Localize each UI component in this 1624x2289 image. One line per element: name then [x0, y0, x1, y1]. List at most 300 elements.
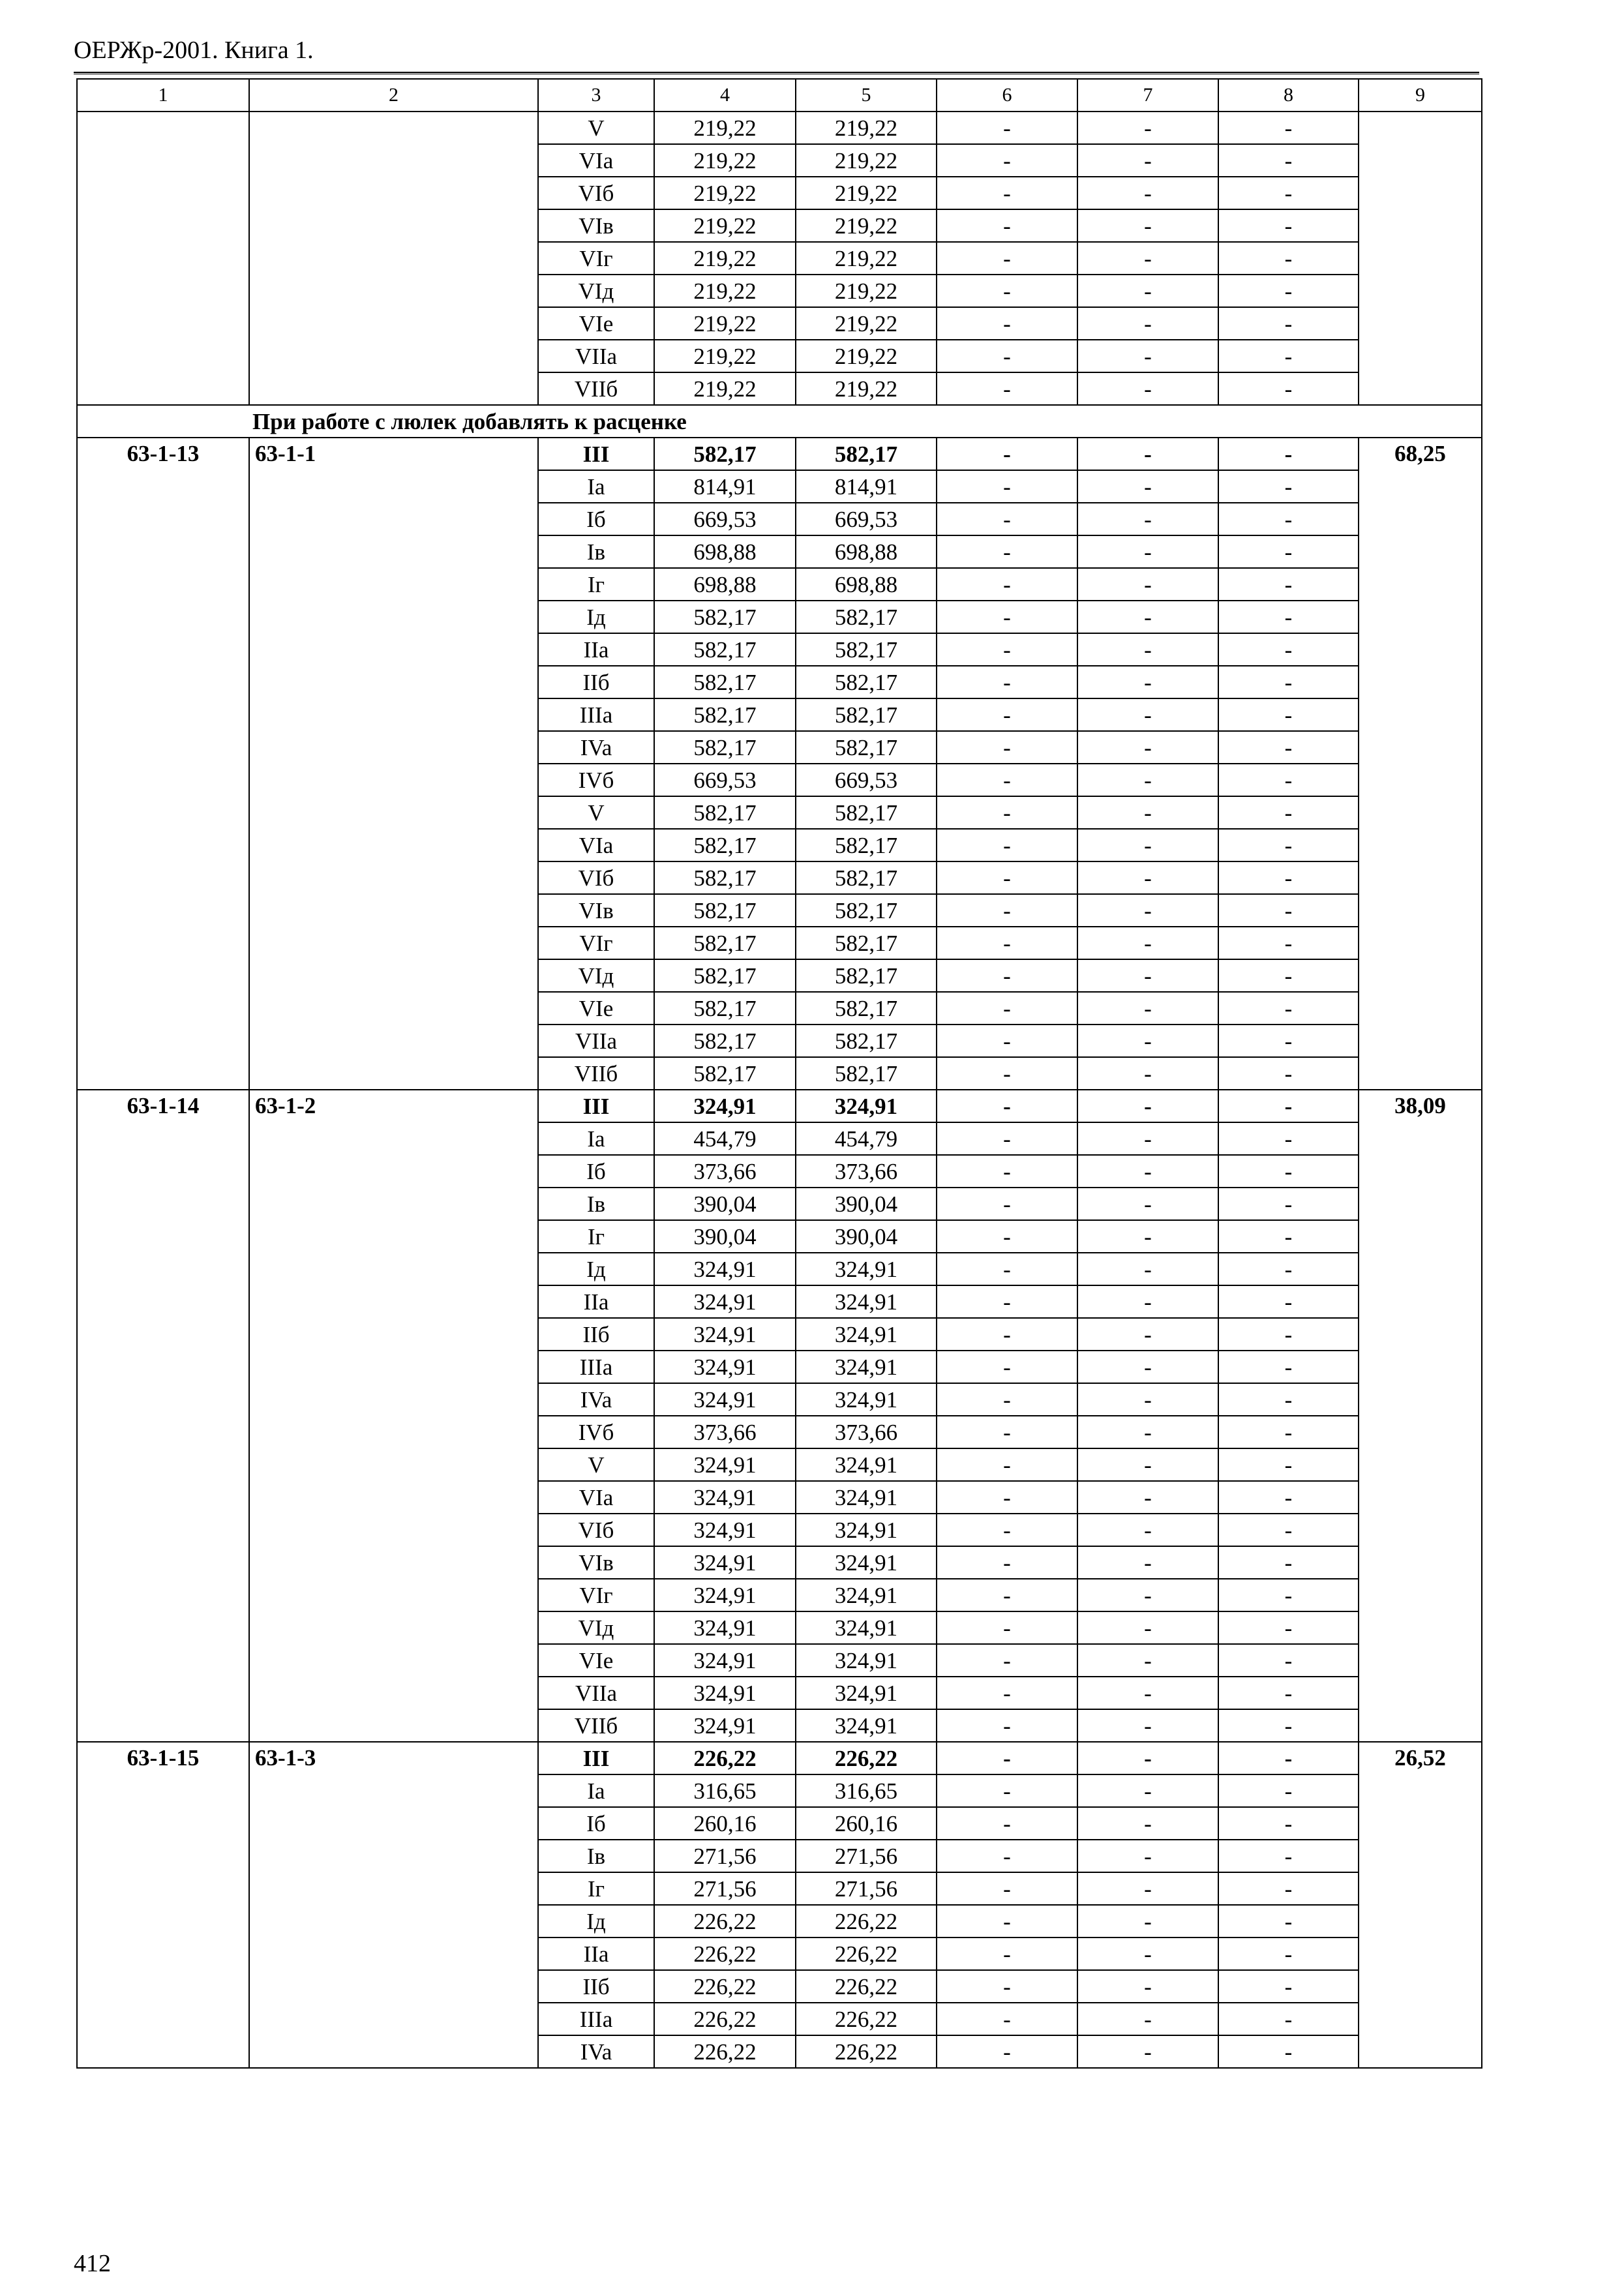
price-wages-cell: 390,04 [796, 1188, 937, 1220]
rate-category-cell: VIд [538, 275, 654, 307]
machine-cost-cell: - [937, 438, 1077, 470]
machine-wages-cell: - [1077, 1253, 1218, 1285]
price-wages-cell: 454,79 [796, 1122, 937, 1155]
rate-category-cell: IIб [538, 1318, 654, 1351]
machine-wages-cell: - [1077, 959, 1218, 992]
materials-cell: - [1218, 1090, 1359, 1122]
materials-cell: - [1218, 829, 1359, 861]
rate-code-cell: 63-1-13 [77, 438, 249, 1090]
materials-cell: - [1218, 1285, 1359, 1318]
price-total-cell: 219,22 [654, 307, 796, 340]
price-wages-cell: 582,17 [796, 861, 937, 894]
price-wages-cell: 582,17 [796, 829, 937, 861]
materials-cell: - [1218, 177, 1359, 209]
materials-cell: - [1218, 1937, 1359, 1970]
price-total-cell: 219,22 [654, 242, 796, 275]
machine-cost-cell: - [937, 1677, 1077, 1709]
price-total-cell: 669,53 [654, 764, 796, 796]
rate-category-cell: V [538, 1448, 654, 1481]
machine-cost-cell: - [937, 372, 1077, 405]
price-total-cell: 582,17 [654, 1025, 796, 1057]
table-body [77, 79, 1482, 2068]
machine-wages-cell: - [1077, 470, 1218, 503]
materials-cell: - [1218, 242, 1359, 275]
price-wages-cell: 582,17 [796, 731, 937, 764]
machine-cost-cell: - [937, 861, 1077, 894]
price-total-cell: 324,91 [654, 1709, 796, 1742]
rate-category-cell: VIв [538, 894, 654, 927]
materials-cell: - [1218, 666, 1359, 698]
rate-category-cell: VIг [538, 1579, 654, 1611]
machine-wages-cell: - [1077, 1383, 1218, 1416]
price-total-cell: 324,91 [654, 1253, 796, 1285]
price-wages-cell: 390,04 [796, 1220, 937, 1253]
materials-cell: - [1218, 1351, 1359, 1383]
price-total-cell: 373,66 [654, 1416, 796, 1448]
rate-category-cell: V [538, 112, 654, 144]
price-wages-cell: 226,22 [796, 1937, 937, 1970]
price-wages-cell: 698,88 [796, 568, 937, 601]
machine-cost-cell: - [937, 731, 1077, 764]
materials-cell: - [1218, 503, 1359, 535]
price-wages-cell: 226,22 [796, 2003, 937, 2035]
price-total-cell: 219,22 [654, 177, 796, 209]
price-total-cell: 390,04 [654, 1188, 796, 1220]
price-wages-cell: 324,91 [796, 1546, 937, 1579]
machine-cost-cell: - [937, 209, 1077, 242]
price-wages-cell: 582,17 [796, 796, 937, 829]
price-total-cell: 582,17 [654, 731, 796, 764]
rate-category-cell: VIв [538, 209, 654, 242]
column-header: 7 [1077, 79, 1218, 112]
materials-cell: - [1218, 307, 1359, 340]
price-total-cell: 219,22 [654, 144, 796, 177]
rate-category-cell: VIIб [538, 1057, 654, 1090]
machine-wages-cell: - [1077, 698, 1218, 731]
machine-wages-cell: - [1077, 894, 1218, 927]
machine-cost-cell: - [937, 959, 1077, 992]
price-wages-cell: 582,17 [796, 1057, 937, 1090]
machine-cost-cell: - [937, 1872, 1077, 1905]
table-row [77, 438, 1482, 470]
price-wages-cell: 669,53 [796, 764, 937, 796]
materials-cell: - [1218, 861, 1359, 894]
price-total-cell: 271,56 [654, 1872, 796, 1905]
materials-cell: - [1218, 372, 1359, 405]
price-wages-cell: 373,66 [796, 1155, 937, 1188]
machine-wages-cell: - [1077, 764, 1218, 796]
machine-wages-cell: - [1077, 666, 1218, 698]
price-total-cell: 226,22 [654, 2035, 796, 2068]
price-total-cell: 260,16 [654, 1807, 796, 1840]
labor-cost-cell: 68,25 [1359, 438, 1482, 1090]
machine-wages-cell: - [1077, 1416, 1218, 1448]
price-total-cell: 226,22 [654, 1937, 796, 1970]
rate-category-cell: VIIa [538, 1025, 654, 1057]
materials-cell: - [1218, 438, 1359, 470]
price-total-cell: 324,91 [654, 1514, 796, 1546]
materials-cell: - [1218, 1481, 1359, 1514]
machine-wages-cell: - [1077, 633, 1218, 666]
rate-category-cell: IIб [538, 666, 654, 698]
rate-category-cell: Iб [538, 1807, 654, 1840]
price-total-cell: 219,22 [654, 340, 796, 372]
price-wages-cell: 219,22 [796, 372, 937, 405]
rate-category-cell: VIIa [538, 340, 654, 372]
machine-wages-cell: - [1077, 242, 1218, 275]
price-wages-cell: 814,91 [796, 470, 937, 503]
price-total-cell: 582,17 [654, 1057, 796, 1090]
rate-category-cell: IIIa [538, 698, 654, 731]
materials-cell: - [1218, 1188, 1359, 1220]
machine-wages-cell: - [1077, 1970, 1218, 2003]
machine-cost-cell: - [937, 1155, 1077, 1188]
rate-category-cell: VIe [538, 992, 654, 1025]
price-total-cell: 582,17 [654, 666, 796, 698]
materials-cell: - [1218, 698, 1359, 731]
price-total-cell: 582,17 [654, 829, 796, 861]
machine-cost-cell: - [937, 535, 1077, 568]
machine-wages-cell: - [1077, 568, 1218, 601]
price-wages-cell: 219,22 [796, 177, 937, 209]
price-wages-cell: 324,91 [796, 1677, 937, 1709]
price-total-cell: 698,88 [654, 568, 796, 601]
machine-cost-cell: - [937, 1709, 1077, 1742]
price-total-cell: 219,22 [654, 275, 796, 307]
machine-cost-cell: - [937, 1481, 1077, 1514]
labor-cost-cell [1359, 112, 1482, 405]
price-total-cell: 219,22 [654, 209, 796, 242]
rate-code-cell: 63-1-15 [77, 1742, 249, 2068]
machine-cost-cell: - [937, 666, 1077, 698]
materials-cell: - [1218, 144, 1359, 177]
section-note-row [77, 405, 1482, 438]
rate-category-cell: Iв [538, 1840, 654, 1872]
rate-code-cell: 63-1-14 [77, 1090, 249, 1742]
machine-cost-cell: - [937, 1611, 1077, 1644]
price-total-cell: 226,22 [654, 1970, 796, 2003]
machine-wages-cell: - [1077, 1644, 1218, 1677]
price-wages-cell: 271,56 [796, 1872, 937, 1905]
machine-wages-cell: - [1077, 275, 1218, 307]
machine-wages-cell: - [1077, 829, 1218, 861]
price-wages-cell: 324,91 [796, 1448, 937, 1481]
machine-cost-cell: - [937, 1905, 1077, 1937]
price-total-cell: 814,91 [654, 470, 796, 503]
machine-cost-cell: - [937, 568, 1077, 601]
machine-wages-cell: - [1077, 2035, 1218, 2068]
table-row [77, 112, 1482, 144]
price-total-cell: 582,17 [654, 959, 796, 992]
price-wages-cell: 219,22 [796, 242, 937, 275]
rate-category-cell: VIб [538, 177, 654, 209]
materials-cell: - [1218, 535, 1359, 568]
price-total-cell: 324,91 [654, 1611, 796, 1644]
price-total-cell: 226,22 [654, 1905, 796, 1937]
price-total-cell: 324,91 [654, 1579, 796, 1611]
materials-cell: - [1218, 764, 1359, 796]
machine-wages-cell: - [1077, 177, 1218, 209]
price-wages-cell: 582,17 [796, 1025, 937, 1057]
rate-category-cell: Iг [538, 568, 654, 601]
machine-wages-cell: - [1077, 1872, 1218, 1905]
machine-cost-cell: - [937, 1579, 1077, 1611]
column-header: 5 [796, 79, 937, 112]
price-wages-cell: 373,66 [796, 1416, 937, 1448]
materials-cell: - [1218, 1383, 1359, 1416]
rate-category-cell: IIб [538, 1970, 654, 2003]
price-wages-cell: 582,17 [796, 894, 937, 927]
machine-cost-cell: - [937, 1644, 1077, 1677]
rate-code-cell [77, 112, 249, 405]
machine-wages-cell: - [1077, 1611, 1218, 1644]
materials-cell: - [1218, 275, 1359, 307]
machine-wages-cell: - [1077, 1188, 1218, 1220]
price-total-cell: 324,91 [654, 1546, 796, 1579]
price-wages-cell: 582,17 [796, 666, 937, 698]
materials-cell: - [1218, 633, 1359, 666]
machine-wages-cell: - [1077, 1677, 1218, 1709]
price-total-cell: 582,17 [654, 894, 796, 927]
materials-cell: - [1218, 2035, 1359, 2068]
machine-wages-cell: - [1077, 112, 1218, 144]
machine-wages-cell: - [1077, 1709, 1218, 1742]
price-wages-cell: 324,91 [796, 1383, 937, 1416]
price-total-cell: 582,17 [654, 992, 796, 1025]
machine-wages-cell: - [1077, 992, 1218, 1025]
rate-category-cell: VIa [538, 1481, 654, 1514]
column-header: 8 [1218, 79, 1359, 112]
rate-category-cell: VIг [538, 927, 654, 959]
price-total-cell: 324,91 [654, 1481, 796, 1514]
price-wages-cell: 582,17 [796, 438, 937, 470]
price-wages-cell: 219,22 [796, 340, 937, 372]
rate-category-cell: Iг [538, 1872, 654, 1905]
materials-cell: - [1218, 1774, 1359, 1807]
machine-wages-cell: - [1077, 1579, 1218, 1611]
machine-cost-cell: - [937, 1318, 1077, 1351]
machine-wages-cell: - [1077, 796, 1218, 829]
price-wages-cell: 219,22 [796, 275, 937, 307]
page-number: 412 [74, 2250, 111, 2277]
machine-cost-cell: - [937, 1220, 1077, 1253]
rate-category-cell: Iд [538, 1253, 654, 1285]
machine-wages-cell: - [1077, 2003, 1218, 2035]
machine-cost-cell: - [937, 601, 1077, 633]
machine-wages-cell: - [1077, 1351, 1218, 1383]
materials-cell: - [1218, 470, 1359, 503]
rate-category-cell: VIIa [538, 1677, 654, 1709]
reference-cell: 63-1-1 [249, 438, 538, 1090]
rate-category-cell: Ia [538, 470, 654, 503]
materials-cell: - [1218, 1742, 1359, 1774]
price-total-cell: 373,66 [654, 1155, 796, 1188]
machine-cost-cell: - [937, 829, 1077, 861]
machine-cost-cell: - [937, 633, 1077, 666]
machine-cost-cell: - [937, 275, 1077, 307]
labor-cost-cell: 38,09 [1359, 1090, 1482, 1742]
machine-cost-cell: - [937, 1383, 1077, 1416]
price-wages-cell: 316,65 [796, 1774, 937, 1807]
price-total-cell: 582,17 [654, 796, 796, 829]
machine-wages-cell: - [1077, 340, 1218, 372]
materials-cell: - [1218, 1644, 1359, 1677]
rate-category-cell: Iв [538, 535, 654, 568]
materials-cell: - [1218, 1546, 1359, 1579]
materials-cell: - [1218, 112, 1359, 144]
title-divider [74, 72, 1479, 74]
materials-cell: - [1218, 1579, 1359, 1611]
rate-category-cell: VIa [538, 829, 654, 861]
machine-wages-cell: - [1077, 1155, 1218, 1188]
materials-cell: - [1218, 1677, 1359, 1709]
machine-cost-cell: - [937, 1742, 1077, 1774]
rate-category-cell: IIa [538, 1937, 654, 1970]
price-wages-cell: 582,17 [796, 959, 937, 992]
machine-cost-cell: - [937, 2035, 1077, 2068]
machine-wages-cell: - [1077, 209, 1218, 242]
column-header: 4 [654, 79, 796, 112]
materials-cell: - [1218, 1318, 1359, 1351]
price-total-cell: 324,91 [654, 1677, 796, 1709]
price-total-cell: 324,91 [654, 1383, 796, 1416]
column-header: 2 [249, 79, 538, 112]
column-header: 1 [77, 79, 249, 112]
price-wages-cell: 219,22 [796, 144, 937, 177]
price-wages-cell: 219,22 [796, 209, 937, 242]
materials-cell: - [1218, 1514, 1359, 1546]
machine-cost-cell: - [937, 1188, 1077, 1220]
price-wages-cell: 698,88 [796, 535, 937, 568]
materials-cell: - [1218, 2003, 1359, 2035]
machine-wages-cell: - [1077, 1905, 1218, 1937]
price-total-cell: 324,91 [654, 1318, 796, 1351]
price-total-cell: 582,17 [654, 927, 796, 959]
machine-cost-cell: - [937, 992, 1077, 1025]
price-wages-cell: 582,17 [796, 927, 937, 959]
price-total-cell: 698,88 [654, 535, 796, 568]
machine-wages-cell: - [1077, 1318, 1218, 1351]
machine-wages-cell: - [1077, 1057, 1218, 1090]
price-total-cell: 324,91 [654, 1448, 796, 1481]
rate-category-cell: IVб [538, 1416, 654, 1448]
price-total-cell: 582,17 [654, 438, 796, 470]
price-wages-cell: 324,91 [796, 1709, 937, 1742]
materials-cell: - [1218, 731, 1359, 764]
rate-category-cell: III [538, 1090, 654, 1122]
materials-cell: - [1218, 1448, 1359, 1481]
column-header-row [77, 79, 1482, 112]
machine-cost-cell: - [937, 2003, 1077, 2035]
machine-cost-cell: - [937, 177, 1077, 209]
materials-cell: - [1218, 1872, 1359, 1905]
rate-category-cell: IVa [538, 2035, 654, 2068]
price-wages-cell: 324,91 [796, 1285, 937, 1318]
rate-category-cell: Iд [538, 1905, 654, 1937]
rate-category-cell: VIв [538, 1546, 654, 1579]
rate-category-cell: VIд [538, 1611, 654, 1644]
machine-wages-cell: - [1077, 601, 1218, 633]
price-wages-cell: 226,22 [796, 1742, 937, 1774]
materials-cell: - [1218, 1709, 1359, 1742]
materials-cell: - [1218, 894, 1359, 927]
rate-category-cell: Iб [538, 1155, 654, 1188]
machine-wages-cell: - [1077, 1122, 1218, 1155]
price-total-cell: 324,91 [654, 1351, 796, 1383]
machine-wages-cell: - [1077, 1742, 1218, 1774]
rate-category-cell: VIIб [538, 1709, 654, 1742]
materials-cell: - [1218, 1057, 1359, 1090]
column-header: 3 [538, 79, 654, 112]
table-row [77, 1742, 1482, 1774]
price-wages-cell: 219,22 [796, 112, 937, 144]
price-total-cell: 226,22 [654, 2003, 796, 2035]
machine-wages-cell: - [1077, 1937, 1218, 1970]
price-total-cell: 324,91 [654, 1090, 796, 1122]
machine-cost-cell: - [937, 1253, 1077, 1285]
materials-cell: - [1218, 340, 1359, 372]
rate-category-cell: III [538, 438, 654, 470]
machine-wages-cell: - [1077, 372, 1218, 405]
machine-wages-cell: - [1077, 1025, 1218, 1057]
rate-category-cell: Ia [538, 1122, 654, 1155]
price-wages-cell: 324,91 [796, 1253, 937, 1285]
machine-cost-cell: - [937, 1351, 1077, 1383]
price-total-cell: 226,22 [654, 1742, 796, 1774]
machine-cost-cell: - [937, 1546, 1077, 1579]
materials-cell: - [1218, 601, 1359, 633]
materials-cell: - [1218, 1416, 1359, 1448]
rate-category-cell: VIe [538, 307, 654, 340]
price-total-cell: 669,53 [654, 503, 796, 535]
machine-cost-cell: - [937, 1025, 1077, 1057]
price-wages-cell: 226,22 [796, 2035, 937, 2068]
machine-wages-cell: - [1077, 503, 1218, 535]
section-note: При работе с люлек добавлять к расценке [77, 405, 1482, 438]
machine-cost-cell: - [937, 1090, 1077, 1122]
machine-wages-cell: - [1077, 1285, 1218, 1318]
rate-category-cell: IIIa [538, 2003, 654, 2035]
machine-wages-cell: - [1077, 1514, 1218, 1546]
materials-cell: - [1218, 1155, 1359, 1188]
rate-category-cell: VIб [538, 861, 654, 894]
machine-wages-cell: - [1077, 535, 1218, 568]
machine-cost-cell: - [937, 144, 1077, 177]
price-total-cell: 582,17 [654, 601, 796, 633]
machine-wages-cell: - [1077, 438, 1218, 470]
rate-category-cell: VIд [538, 959, 654, 992]
machine-wages-cell: - [1077, 1840, 1218, 1872]
rate-category-cell: Iв [538, 1188, 654, 1220]
machine-cost-cell: - [937, 470, 1077, 503]
machine-cost-cell: - [937, 698, 1077, 731]
table-row [77, 1090, 1482, 1122]
rate-category-cell: IVa [538, 1383, 654, 1416]
price-wages-cell: 582,17 [796, 601, 937, 633]
machine-wages-cell: - [1077, 1481, 1218, 1514]
materials-cell: - [1218, 1970, 1359, 2003]
reference-cell: 63-1-3 [249, 1742, 538, 2068]
reference-cell: 63-1-2 [249, 1090, 538, 1742]
price-table [76, 78, 1482, 2069]
price-wages-cell: 324,91 [796, 1481, 937, 1514]
page-title: ОЕРЖр-2001. Книга 1. [74, 37, 314, 64]
price-wages-cell: 226,22 [796, 1970, 937, 2003]
price-wages-cell: 582,17 [796, 633, 937, 666]
price-wages-cell: 324,91 [796, 1318, 937, 1351]
machine-cost-cell: - [937, 503, 1077, 535]
machine-cost-cell: - [937, 927, 1077, 959]
